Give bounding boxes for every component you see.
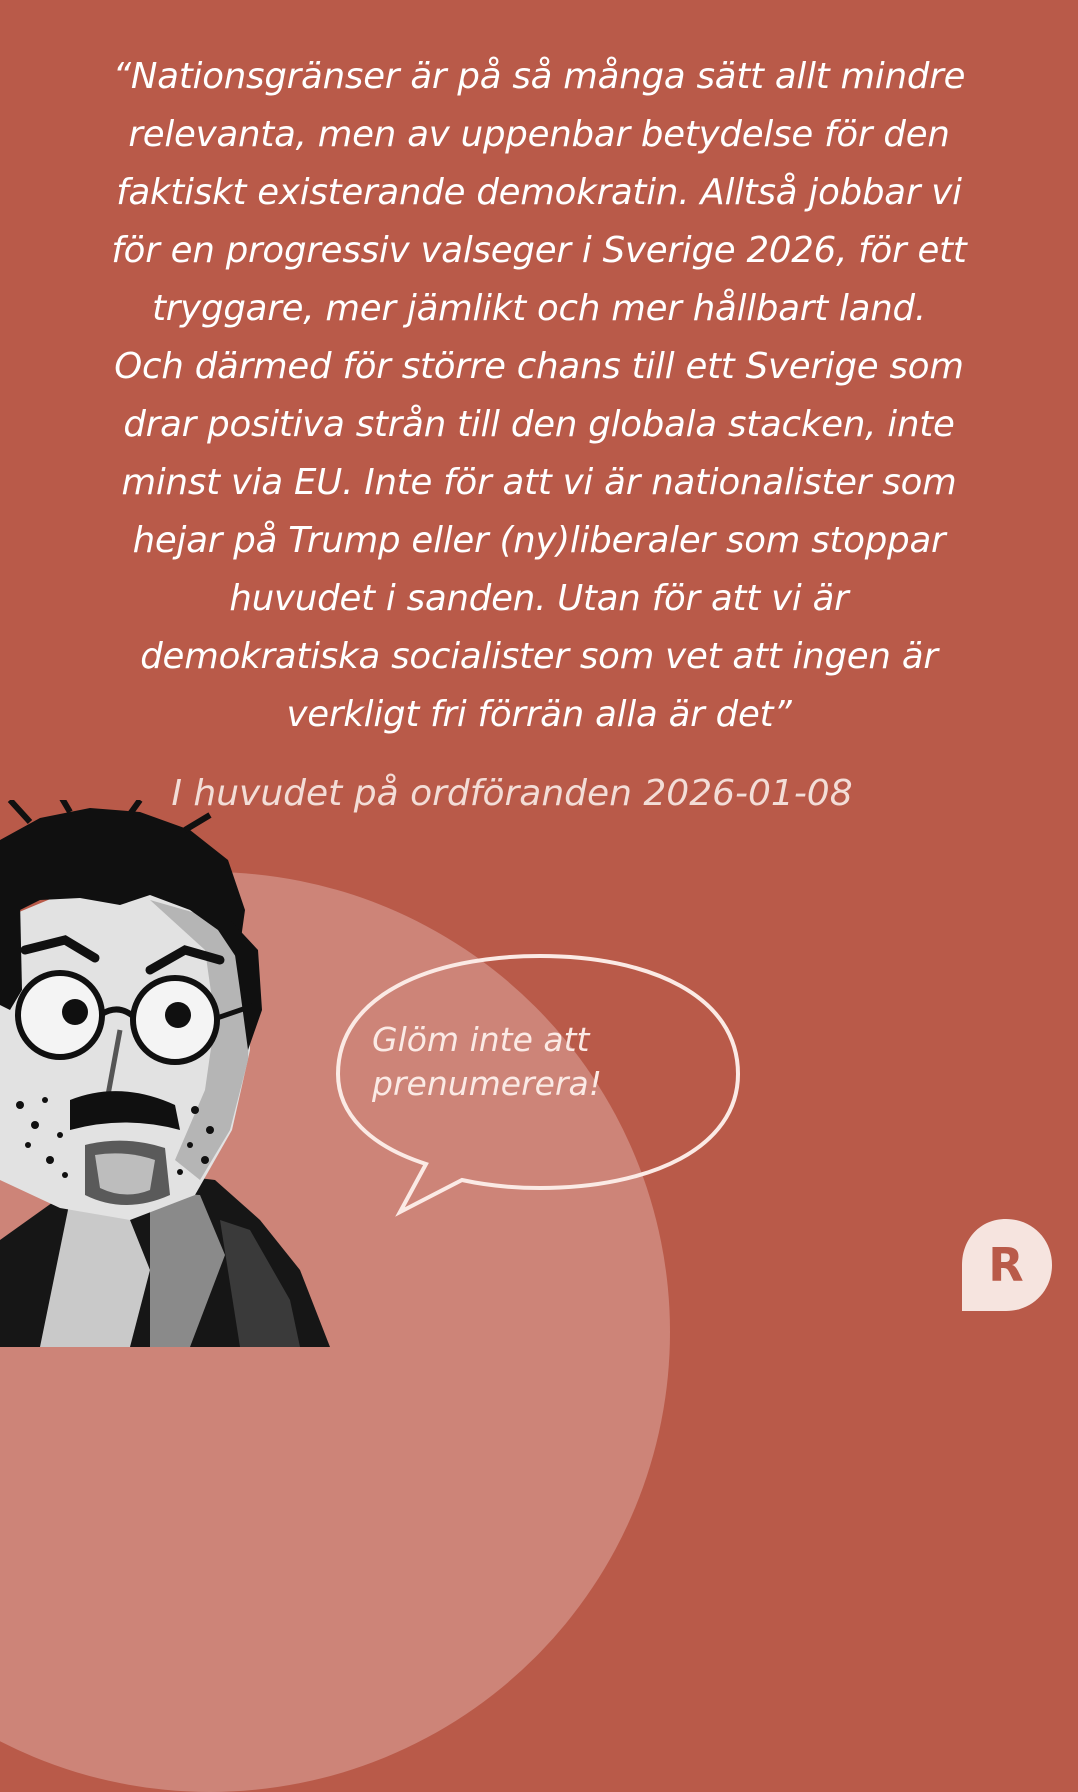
quote-line: drar positiva strån till den globala stacken, inte (123, 404, 955, 445)
quote-line: relevanta, men av uppenbar betydelse för den (128, 114, 950, 155)
quote-line: för en progressiv valseger i Sverige 2026, för ett (111, 230, 967, 271)
quote-line: verkligt fri förrän alla är det” (286, 694, 792, 735)
quote-line: Och därmed för större chans till ett Sverige som (114, 346, 964, 387)
attribution: I huvudet på ordföranden 2026-01-08 (171, 773, 853, 814)
quote-line: hejar på Trump eller (ny)liberaler som stoppar (132, 520, 946, 561)
quote-line: demokratiska socialister som vet att ingen är (140, 636, 938, 677)
logo-letter: R (988, 1238, 1024, 1292)
quote-line: tryggare, mer jämlikt och mer hållbart land. (152, 288, 926, 329)
quote-line: huvudet i sanden. Utan för att vi är (229, 578, 849, 619)
bubble-line: Glöm inte att (372, 1020, 590, 1059)
speech-bubble-text (372, 1018, 692, 1106)
quote-line: “Nationsgränser är på så många sätt allt mindre (112, 56, 966, 97)
quote-text (40, 48, 1038, 744)
quote-line: faktiskt existerande demokratin. Alltså jobbar vi (116, 172, 962, 213)
bubble-line: prenumerera! (372, 1064, 602, 1103)
quote-line: minst via EU. Inte för att vi är nationalister som (121, 462, 957, 503)
publication-logo-icon (958, 1215, 1054, 1315)
